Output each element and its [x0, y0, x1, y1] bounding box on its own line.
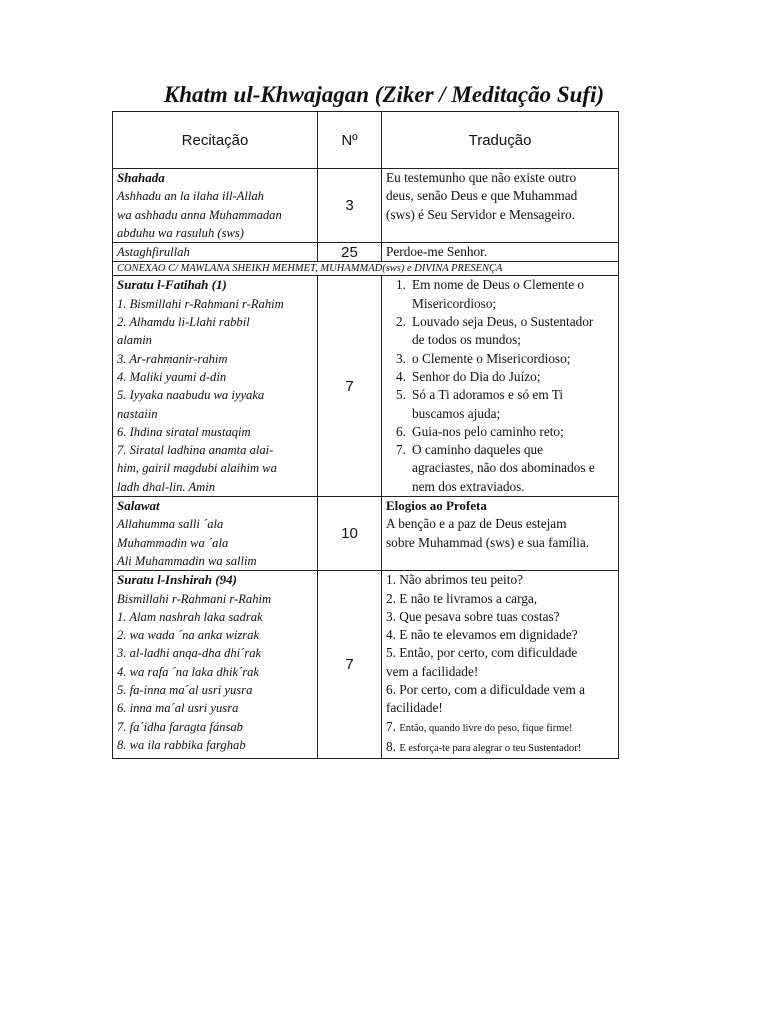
item-number: 3.	[396, 350, 406, 366]
translation-line: buscamos ajuda;	[412, 405, 501, 421]
item-number: 7.	[396, 442, 406, 458]
translation-line: A benção e a paz de Deus estejam	[386, 516, 567, 532]
item-number: 1.	[396, 277, 406, 293]
header-translation: Tradução	[382, 112, 619, 169]
recitation-line: Muhammadin wa ´ala	[117, 535, 229, 550]
recitation-line: Ali Muhammadin wa sallim	[117, 553, 257, 568]
fatihah-recitation	[113, 276, 318, 497]
recitation-line: 2. Alhamdu li-Llahi rabbil	[117, 315, 250, 330]
translation-heading: Elogios ao Profeta	[386, 498, 487, 514]
translation-line: 4. E não te elevamos em dignidade?	[386, 627, 578, 643]
recitation-line: Ashhadu an la ilaha ill-Allah	[117, 189, 264, 204]
recitation-line: abduhu wa rasuluh (sws)	[117, 225, 245, 240]
translation-line: 5. Então, por certo, com dificuldade	[386, 645, 578, 661]
recitation-line: 8. wa ila rabbika farghab	[117, 737, 246, 752]
recitation-line: 6. Ihdina siratal mustaqim	[117, 424, 251, 439]
table-row-inshirah	[113, 571, 619, 759]
translation-line	[386, 718, 614, 738]
table-row-shahada	[113, 169, 619, 243]
recitation-line: nastaiin	[117, 406, 158, 421]
recitation-line: 5. fa-inna ma´al usri yusra	[117, 683, 253, 698]
list-item	[386, 276, 614, 313]
translation-line: 6. Por certo, com a dificuldade vem a	[386, 682, 586, 698]
recitation-line: alamin	[117, 333, 152, 348]
translation-line: deus, senão Deus e que Muhammad	[386, 188, 578, 204]
translation-line: sobre Muhammad (sws) e sua família.	[386, 534, 590, 550]
salawat-recitation	[113, 497, 318, 571]
recitation-line: 7. fa´idha faragta fánsab	[117, 719, 243, 734]
table-row-salawat	[113, 497, 619, 571]
translation-line: Misericordioso;	[412, 295, 497, 311]
translation-line: agraciastes, não dos abominados e	[412, 460, 595, 476]
list-item	[386, 368, 614, 386]
section-heading: Salawat	[117, 498, 160, 514]
astaghfirullah-count: 25	[318, 243, 382, 262]
translation-line: 1. Não abrimos teu peito?	[386, 572, 523, 588]
list-item	[386, 313, 614, 350]
header-recitation: Recitação	[113, 112, 318, 169]
list-item	[386, 386, 614, 423]
recitation-line: Bismillahi r-Rahmani r-Rahim	[117, 591, 272, 606]
table-header-row	[113, 112, 619, 169]
salawat-count: 10	[318, 497, 382, 571]
recitation-line: 5. Iyyaka naabudu wa iyyaka	[117, 388, 265, 403]
table-row-connection	[113, 262, 619, 276]
recitation-line: Astaghfirullah	[117, 245, 190, 260]
header-number: Nº	[318, 112, 382, 169]
recitation-line: 4. wa rafa ´na laka dhik´rak	[117, 664, 260, 679]
section-heading: Suratu l-Fatihah (1)	[117, 277, 227, 293]
translation-line: Senhor do Dia do Juízo;	[412, 368, 541, 384]
translation-line: 2. E não te livramos a carga,	[386, 590, 538, 606]
astaghfirullah-recitation	[113, 243, 318, 262]
recitation-line: 2. wa wada ´na anka wizrak	[117, 628, 260, 643]
recitation-line: 1. Bismillahi r-Rahmani r-Rahim	[117, 296, 284, 311]
section-heading: Suratu l-Inshirah (94)	[117, 572, 237, 588]
recitation-line: ladh dhal-lin. Amin	[117, 479, 216, 494]
shahada-recitation	[113, 169, 318, 243]
item-number: 8.	[386, 738, 396, 754]
translation-line: Guia-nos pelo caminho reto;	[412, 423, 564, 439]
connection-banner: CONEXAO C/ MAWLANA SHEIKH MEHMET, MUHAMMAD(sws) e DIVINA PRESENÇA	[113, 262, 619, 276]
item-number: 5.	[396, 387, 406, 403]
fatihah-translation	[382, 276, 619, 497]
recitation-line: wa ashhadu anna Muhammadan	[117, 207, 282, 222]
translation-line: 3. Que pesava sobre tuas costas?	[386, 608, 560, 624]
item-number: 2.	[396, 314, 406, 330]
recitation-line: 6. inna ma´al usri yusra	[117, 701, 239, 716]
translation-text: Então, quando livre do peso, fique firme!	[399, 722, 573, 734]
recitation-line: him, gairil magdubi alaihim wa	[117, 461, 277, 476]
inshirah-translation	[382, 571, 619, 759]
translation-line	[386, 738, 614, 758]
shahada-translation	[382, 169, 619, 243]
translation-line: Só a Ti adoramos e só em Ti	[412, 387, 564, 403]
translation-line: O caminho daqueles que	[412, 442, 544, 458]
list-item	[386, 423, 614, 441]
fatihah-count: 7	[318, 276, 382, 497]
astaghfirullah-translation	[382, 243, 619, 262]
page-title: Khatm ul-Khwajagan (Ziker / Meditação Sufi)	[163, 82, 605, 107]
translation-line: o Clemente o Misericordioso;	[412, 350, 571, 366]
shahada-count: 3	[318, 169, 382, 243]
recitation-line: Allahumma salli ´ala	[117, 517, 224, 532]
recitation-line: 4. Maliki yaumi d-din	[117, 369, 227, 384]
translation-text: E esforça-te para alegrar o teu Sustentador!	[399, 742, 582, 754]
translation-line: vem a facilidade!	[386, 663, 479, 679]
section-heading: Shahada	[117, 170, 165, 185]
translation-line: Perdoe-me Senhor.	[386, 244, 488, 260]
recitation-line: 3. al-ladhi anqa-dha dhi´rak	[117, 646, 262, 661]
translation-line: de todos os mundos;	[412, 332, 521, 348]
item-number: 7.	[386, 718, 396, 734]
translation-line: nem dos extraviados.	[412, 478, 525, 494]
recitation-line: 7. Siratal ladhina anamta alai-	[117, 443, 274, 458]
inshirah-recitation	[113, 571, 318, 759]
translation-line: Louvado seja Deus, o Sustentador	[412, 314, 594, 330]
list-item	[386, 350, 614, 368]
recitation-line: 3. Ar-rahmanir-rahim	[117, 351, 228, 366]
table-row-astaghfirullah	[113, 243, 619, 262]
translation-line: (sws) é Seu Servidor e Mensageiro.	[386, 206, 576, 222]
inshirah-count: 7	[318, 571, 382, 759]
salawat-translation	[382, 497, 619, 571]
list-item	[386, 441, 614, 496]
table-row-fatihah	[113, 276, 619, 497]
item-number: 4.	[396, 368, 406, 384]
translation-line: Em nome de Deus o Clemente o	[412, 277, 585, 293]
item-number: 6.	[396, 423, 406, 439]
translation-line: Eu testemunho que não existe outro	[386, 170, 577, 185]
recitation-table	[112, 111, 619, 759]
recitation-line: 1. Alam nashrah laka sadrak	[117, 609, 263, 624]
translation-line: facilidade!	[386, 700, 443, 716]
